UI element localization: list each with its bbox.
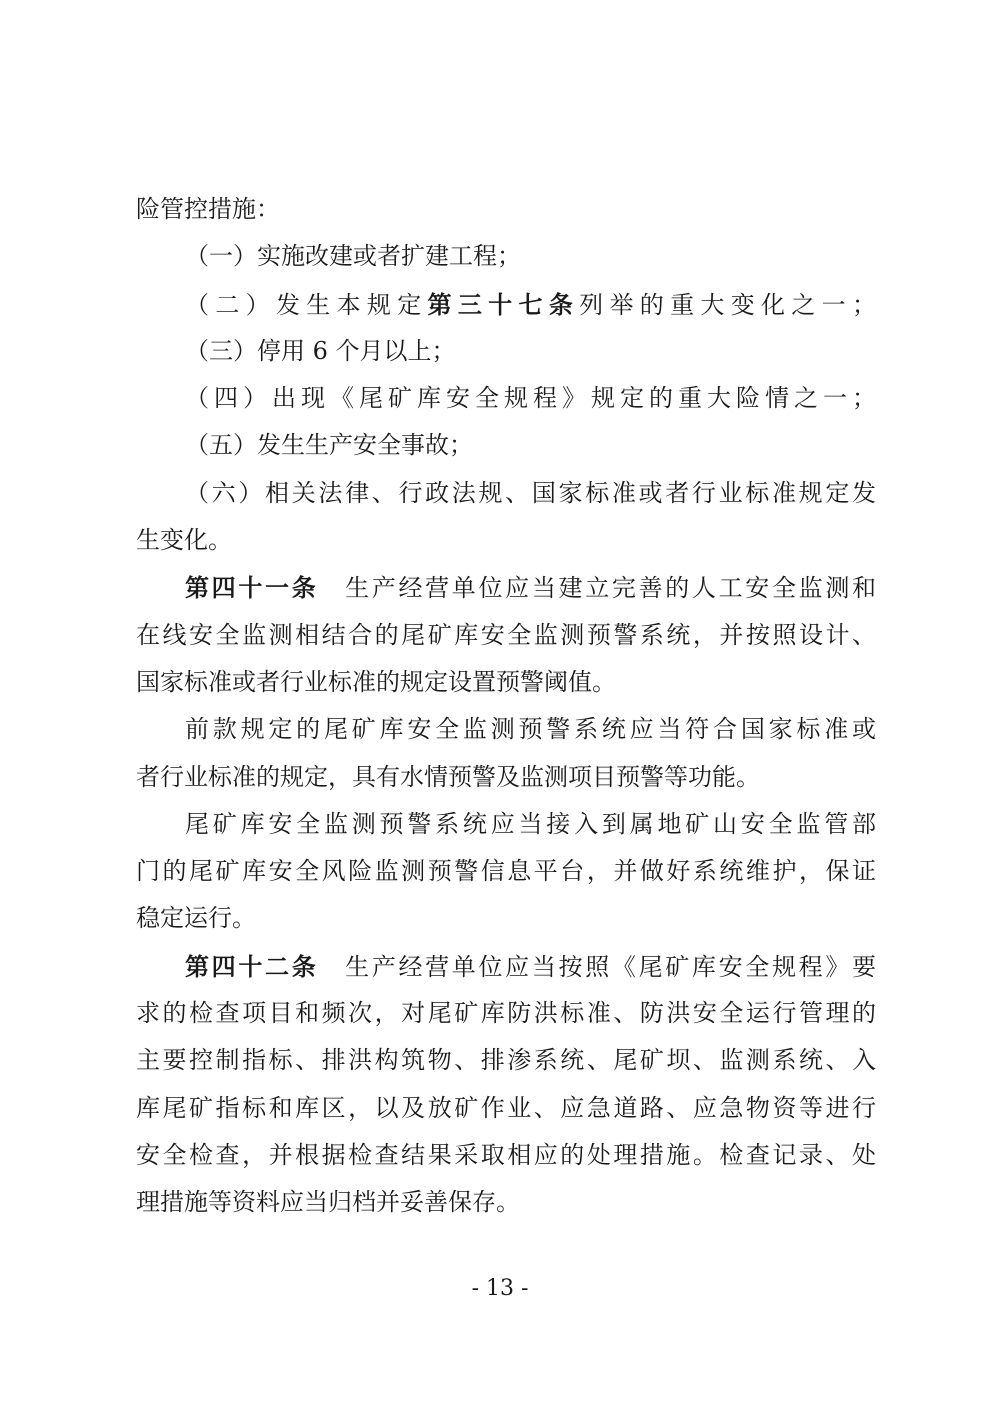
text-line: 险管控措施：: [136, 195, 280, 223]
article-heading-line: 第四十二条 生产经营单位应当按照《尾矿库安全规程》要: [185, 951, 877, 981]
article-reference: 第三十七条: [427, 289, 580, 319]
text-line: 生变化。: [136, 526, 232, 555]
list-item: （二）发生本规定第三十七条列举的重大变化之一；: [185, 289, 877, 319]
text-line: 求的检查项目和频次，对尾矿库防洪标准、防洪安全运行管理的: [136, 999, 876, 1028]
article-heading-line: 第四十一条 生产经营单位应当建立完善的人工安全监测和: [185, 573, 877, 603]
text-line: 尾矿库安全监测预警系统应当接入到属地矿山安全监管部: [185, 809, 876, 838]
text-line: 理措施等资料应当归档并妥善保存。: [136, 1188, 520, 1217]
document-body: [136, 186, 876, 1227]
text-line: 者行业标准的规定，具有水情预警及监测项目预警等功能。: [136, 762, 760, 791]
text-line: 前款规定的尾矿库安全监测预警系统应当符合国家标准或: [185, 715, 876, 744]
page-number: - 13 -: [471, 1276, 529, 1301]
article-title: 第四十一条: [185, 573, 319, 603]
list-item: （五）发生生产安全事故；: [185, 431, 473, 460]
text-line: 库尾矿指标和库区，以及放矿作业、应急道路、应急物资等进行: [136, 1093, 876, 1122]
text-line: 在线安全监测相结合的尾矿库安全监测预警系统，并按照设计、: [136, 620, 876, 649]
list-item: （六）相关法律、行政法规、国家标准或者行业标准规定发: [185, 478, 876, 507]
text-line: 门的尾矿库安全风险监测预警信息平台，并做好系统维护，保证: [136, 857, 876, 886]
text-line: 稳定运行。: [136, 904, 256, 933]
text-line: 安全检查，并根据检查结果采取相应的处理措施。检查记录、处: [136, 1140, 876, 1169]
text-line: 国家标准或者行业标准的规定设置预警阈值。: [136, 667, 616, 696]
article-title: 第四十二条: [185, 951, 319, 981]
list-item: （四）出现《尾矿库安全规程》规定的重大险情之一；: [185, 384, 876, 413]
list-item: （一）实施改建或者扩建工程；: [185, 242, 521, 271]
list-item: （三）停用 6 个月以上；: [185, 336, 456, 365]
text-line: 主要控制指标、排洪构筑物、排渗系统、尾矿坝、监测系统、入: [136, 1046, 876, 1075]
